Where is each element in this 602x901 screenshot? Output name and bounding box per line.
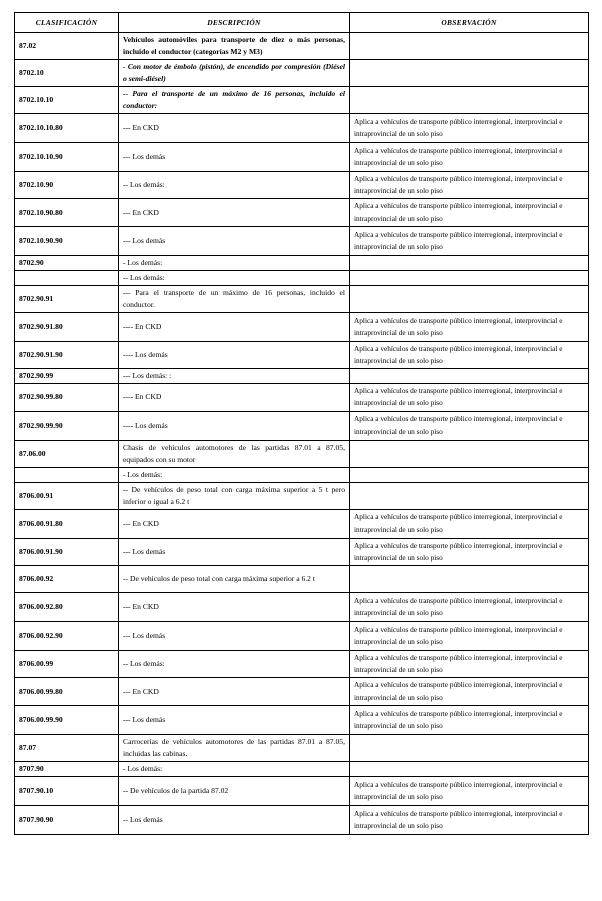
classification-cell: 8706.00.91 <box>15 482 119 509</box>
observation-cell <box>350 482 589 509</box>
description-cell: -- Los demás: <box>119 651 350 678</box>
observation-cell: Aplica a vehículos de transporte público interregional, interprovincial e intraprovincial de un solo piso <box>350 776 589 805</box>
observation-cell: Aplica a vehículos de transporte público interregional, interprovincial e intraprovincial de un solo piso <box>350 805 589 834</box>
classification-table <box>14 12 589 835</box>
table-row <box>15 87 589 114</box>
description-cell: - Los demás: <box>119 467 350 482</box>
description-cell: --- Los demás <box>119 538 350 565</box>
table-row <box>15 143 589 172</box>
description-cell: -- Los demás: <box>119 270 350 285</box>
table-row <box>15 440 589 467</box>
observation-cell: Aplica a vehículos de transporte público interregional, interprovincial e intraprovincial de un solo piso <box>350 622 589 651</box>
description-cell: -- De vehículos de peso total con carga máxima superior a 5 t pero inferior o igual a 6.2 t <box>119 482 350 509</box>
table-row <box>15 482 589 509</box>
table-row <box>15 734 589 761</box>
observation-cell: Aplica a vehículos de transporte público interregional, interprovincial e intraprovincial de un solo piso <box>350 678 589 705</box>
table-row <box>15 678 589 705</box>
classification-cell: 8702.90.99.90 <box>15 411 119 440</box>
table-row <box>15 593 589 622</box>
classification-cell: 8706.00.99.80 <box>15 678 119 705</box>
observation-cell <box>350 60 589 87</box>
classification-cell <box>15 467 119 482</box>
classification-cell: 8707.90.10 <box>15 776 119 805</box>
table-row <box>15 805 589 834</box>
observation-cell: Aplica a vehículos de transporte público interregional, interprovincial e intraprovincial de un solo piso <box>350 651 589 678</box>
observation-cell: Aplica a vehículos de transporte público interregional, interprovincial e intraprovincial de un solo piso <box>350 509 589 538</box>
observation-cell: Aplica a vehículos de transporte público interregional, interprovincial e intraprovincial de un solo piso <box>350 114 589 143</box>
table-row <box>15 411 589 440</box>
description-cell: --- Los demás <box>119 226 350 255</box>
classification-cell: 8707.90.90 <box>15 805 119 834</box>
description-cell: --- En CKD <box>119 199 350 226</box>
observation-cell: Aplica a vehículos de transporte público interregional, interprovincial e intraprovincial de un solo piso <box>350 411 589 440</box>
description-cell: --- Los demás <box>119 622 350 651</box>
description-cell: --- Los demás <box>119 143 350 172</box>
classification-cell <box>15 270 119 285</box>
classification-cell: 87.07 <box>15 734 119 761</box>
observation-cell: Aplica a vehículos de transporte público interregional, interprovincial e intraprovincial de un solo piso <box>350 384 589 411</box>
observation-cell: Aplica a vehículos de transporte público interregional, interprovincial e intraprovincial de un solo piso <box>350 538 589 565</box>
description-cell: -- Para el transporte de un máximo de 16 personas, incluido el conductor: <box>119 87 350 114</box>
classification-cell: 8702.90.99.80 <box>15 384 119 411</box>
classification-cell: 8702.10.10.90 <box>15 143 119 172</box>
table-row <box>15 255 589 270</box>
table-row <box>15 312 589 341</box>
observation-cell: Aplica a vehículos de transporte público interregional, interprovincial e intraprovincial de un solo piso <box>350 341 589 368</box>
classification-cell: 87.06.00 <box>15 440 119 467</box>
table-row <box>15 270 589 285</box>
observation-cell <box>350 33 589 60</box>
classification-cell: 8706.00.92.90 <box>15 622 119 651</box>
observation-cell: Aplica a vehículos de transporte público interregional, interprovincial e intraprovincial de un solo piso <box>350 312 589 341</box>
observation-cell: Aplica a vehículos de transporte público interregional, interprovincial e intraprovincial de un solo piso <box>350 226 589 255</box>
description-cell: --- En CKD <box>119 509 350 538</box>
description-cell: - Con motor de émbolo (pistón), de encendido por compresión (Diésel o semi-diésel) <box>119 60 350 87</box>
table-row <box>15 384 589 411</box>
classification-cell: 8706.00.99 <box>15 651 119 678</box>
observation-cell: Aplica a vehículos de transporte público interregional, interprovincial e intraprovincial de un solo piso <box>350 593 589 622</box>
table-row <box>15 369 589 384</box>
table-row <box>15 761 589 776</box>
classification-cell: 8702.90.99 <box>15 369 119 384</box>
observation-cell <box>350 369 589 384</box>
table-row <box>15 538 589 565</box>
observation-cell: Aplica a vehículos de transporte público interregional, interprovincial e intraprovincial de un solo piso <box>350 199 589 226</box>
observation-cell <box>350 761 589 776</box>
classification-cell: 8702.90 <box>15 255 119 270</box>
classification-cell: 8706.00.92 <box>15 566 119 593</box>
description-cell: - Los demás: <box>119 761 350 776</box>
observation-cell <box>350 566 589 593</box>
classification-cell: 87.02 <box>15 33 119 60</box>
description-cell: - Los demás: <box>119 255 350 270</box>
classification-cell: 8702.90.91.90 <box>15 341 119 368</box>
classification-cell: 8702.10.90 <box>15 172 119 199</box>
observation-cell <box>350 440 589 467</box>
header-clasificacion: CLASIFICACIÓN <box>15 13 119 33</box>
description-cell: ---- Los demás <box>119 341 350 368</box>
table-row <box>15 172 589 199</box>
observation-cell <box>350 270 589 285</box>
description-cell: ---- En CKD <box>119 312 350 341</box>
description-cell: --- Para el transporte de un máximo de 16 personas, incluido el conductor. <box>119 285 350 312</box>
table-body <box>15 33 589 835</box>
classification-cell: 8702.10.10.80 <box>15 114 119 143</box>
classification-cell: 8702.90.91 <box>15 285 119 312</box>
description-cell: -- De vehículos de peso total con carga máxima superior a 6.2 t <box>119 566 350 593</box>
observation-cell: Aplica a vehículos de transporte público interregional, interprovincial e intraprovincial de un solo piso <box>350 143 589 172</box>
description-cell: Vehículos automóviles para transporte de diez o más personas, incluido el conductor (categorías M2 y M3) <box>119 33 350 60</box>
classification-cell: 8706.00.92.80 <box>15 593 119 622</box>
header-descripcion: DESCRIPCIÓN <box>119 13 350 33</box>
table-row <box>15 509 589 538</box>
observation-cell <box>350 255 589 270</box>
table-row <box>15 622 589 651</box>
classification-cell: 8706.00.99.90 <box>15 705 119 734</box>
description-cell: ---- En CKD <box>119 384 350 411</box>
description-cell: --- En CKD <box>119 678 350 705</box>
classification-cell: 8702.10 <box>15 60 119 87</box>
description-cell: --- Los demás <box>119 705 350 734</box>
table-row <box>15 114 589 143</box>
observation-cell: Aplica a vehículos de transporte público interregional, interprovincial e intraprovincial de un solo piso <box>350 705 589 734</box>
table-header-row <box>15 13 589 33</box>
table-row <box>15 467 589 482</box>
table-row <box>15 705 589 734</box>
description-cell: Carrocerías de vehículos automotores de las partidas 87.01 a 87.05, incluidas las cabinas. <box>119 734 350 761</box>
table-row <box>15 566 589 593</box>
observation-cell <box>350 467 589 482</box>
classification-cell: 8706.00.91.90 <box>15 538 119 565</box>
table-row <box>15 60 589 87</box>
table-row <box>15 226 589 255</box>
table-row <box>15 341 589 368</box>
description-cell: --- En CKD <box>119 593 350 622</box>
table-row <box>15 199 589 226</box>
classification-cell: 8707.90 <box>15 761 119 776</box>
description-cell: Chasis de vehículos automotores de las partidas 87.01 a 87.05, equipados con su motor <box>119 440 350 467</box>
description-cell: ---- Los demás <box>119 411 350 440</box>
classification-cell: 8706.00.91.80 <box>15 509 119 538</box>
table-row <box>15 651 589 678</box>
observation-cell <box>350 734 589 761</box>
description-cell: -- Los demás: <box>119 172 350 199</box>
table-row <box>15 33 589 60</box>
classification-cell: 8702.90.91.80 <box>15 312 119 341</box>
description-cell: --- Los demás: : <box>119 369 350 384</box>
observation-cell <box>350 285 589 312</box>
description-cell: -- De vehículos de la partida 87.02 <box>119 776 350 805</box>
description-cell: -- Los demás <box>119 805 350 834</box>
description-cell: --- En CKD <box>119 114 350 143</box>
observation-cell <box>350 87 589 114</box>
classification-cell: 8702.10.10 <box>15 87 119 114</box>
header-observacion: OBSERVACIÓN <box>350 13 589 33</box>
classification-document <box>14 12 588 835</box>
observation-cell: Aplica a vehículos de transporte público interregional, interprovincial e intraprovincial de un solo piso <box>350 172 589 199</box>
table-row <box>15 285 589 312</box>
classification-cell: 8702.10.90.80 <box>15 199 119 226</box>
classification-cell: 8702.10.90.90 <box>15 226 119 255</box>
table-row <box>15 776 589 805</box>
